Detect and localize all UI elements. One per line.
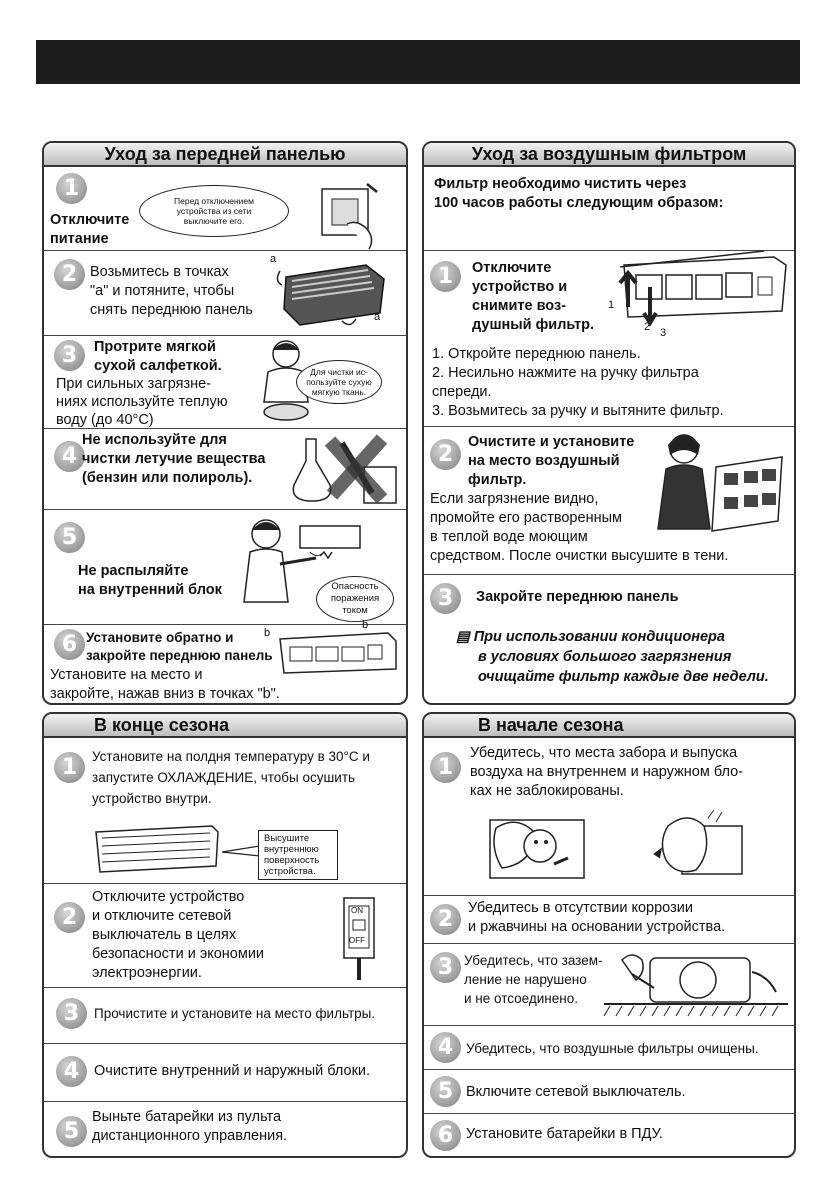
step-text: Не используйте для	[82, 432, 227, 448]
callout-pointer	[222, 846, 262, 856]
speech-bubble: Перед отключением устройства из сети выключите его.	[139, 185, 289, 237]
step-text: чистки летучие вещества	[82, 451, 266, 467]
note-line: При использовании кондиционера	[473, 629, 725, 645]
step-text: Отключите	[50, 212, 130, 228]
step-6	[44, 619, 406, 705]
step-text: в теплой воде моющим	[430, 529, 588, 545]
step-text: воду (до 40°С)	[56, 412, 154, 428]
step-text: безопасности и экономии	[92, 946, 265, 962]
step-number: 1	[430, 752, 461, 783]
step-text: Установите на место и	[50, 667, 203, 683]
step-text: питание	[50, 231, 109, 247]
step-4	[424, 1026, 794, 1070]
wall-switch-illustration	[312, 179, 402, 249]
step-text: закройте переднюю панель	[86, 648, 273, 663]
step-2	[44, 251, 406, 336]
step-text: Протрите мягкой	[94, 339, 216, 355]
step-text: ниях используйте теплую	[56, 394, 228, 410]
point-label: a	[270, 253, 277, 265]
note-line: очищайте фильтр каждые две недели.	[478, 669, 769, 685]
intro-text: Фильтр необходимо чистить через	[434, 176, 687, 192]
arrow-number: 2	[644, 321, 651, 333]
panel-title: Уход за воздушным фильтром	[424, 143, 794, 167]
step-text: Убедитесь в отсутствии коррозии	[468, 900, 693, 916]
step-4	[44, 1044, 406, 1102]
step-1	[424, 738, 794, 896]
air-filter-care	[422, 141, 796, 705]
end-of-season	[42, 712, 408, 1158]
panel-title: В конце сезона	[44, 714, 406, 738]
step-text: Очистите внутренний и наружный блоки.	[94, 1063, 371, 1079]
panel-title: Уход за передней панелью	[44, 143, 406, 167]
step-3	[44, 336, 406, 429]
step-text: выключатель в целях	[92, 927, 237, 943]
step-text: Закройте переднюю панель	[476, 589, 679, 605]
step-text: воздуха на внутреннем и наружном бло-	[470, 764, 744, 780]
step-number: 5	[430, 1076, 461, 1107]
start-of-season	[422, 712, 796, 1158]
step-text: средством. После очистки высушите в тени.	[430, 548, 729, 564]
step-text: на место воздушный	[468, 453, 620, 469]
step-text: Прочистите и установите на место фильтры.	[94, 1006, 376, 1021]
step-number: 4	[56, 1056, 87, 1087]
step-5	[44, 1102, 406, 1158]
step-text: Установите обратно и	[86, 630, 234, 645]
step-number: 5	[54, 522, 85, 553]
step-text: снять переднюю панель	[90, 302, 253, 318]
step-2	[424, 427, 794, 575]
step-text: и отключите сетевой	[92, 908, 232, 924]
step-text: Включите сетевой выключатель.	[466, 1084, 686, 1100]
front-panel-care	[42, 141, 408, 705]
step-number: 6	[430, 1120, 461, 1151]
grounding-check-illustration	[602, 948, 792, 1022]
warning-note: ▤ При использовании кондиционера	[456, 629, 725, 645]
step-text: Очистите и установите	[468, 434, 635, 450]
note-line: в условиях большого загрязнения	[478, 649, 732, 665]
step-number: 2	[54, 259, 85, 290]
header-bar	[36, 40, 800, 84]
switch-label: ON	[351, 906, 363, 915]
step-number: 6	[54, 629, 85, 660]
arrow-number: 1	[608, 299, 615, 311]
step-text: "а" и потяните, чтобы	[90, 283, 235, 299]
step-text: Убедитесь, что зазем-	[464, 953, 603, 968]
step-5	[44, 510, 406, 625]
arrow-number: 3	[660, 327, 667, 339]
instruction: 2. Несильно нажмите на ручку фильтра	[432, 365, 699, 381]
step-3	[44, 988, 406, 1044]
step-text: на внутренний блок	[78, 582, 222, 598]
step-text: Убедитесь, что места забора и выпуска	[470, 745, 738, 761]
step-text: устройство внутри.	[92, 791, 212, 806]
step-text: Выньте батарейки из пульта	[92, 1109, 282, 1125]
step-text: ках не заблокированы.	[470, 783, 624, 799]
step-number: 4	[430, 1032, 461, 1063]
filter-intro	[424, 167, 794, 251]
step-3	[424, 944, 794, 1026]
point-label: b	[362, 619, 369, 631]
panel-title: В начале сезона	[424, 714, 794, 738]
step-3	[424, 575, 794, 705]
step-2	[44, 884, 406, 988]
step-text: устройство и	[472, 279, 568, 295]
instruction: спереди.	[432, 384, 492, 400]
filter-removal-illustration	[614, 251, 792, 337]
step-6	[424, 1114, 794, 1158]
step-number: 4	[54, 441, 85, 472]
instruction: 1. Откройте переднюю панель.	[432, 346, 641, 362]
step-text: Отключите устройство	[92, 889, 245, 905]
step-1	[44, 738, 406, 884]
step-text: и не отсоединено.	[464, 991, 578, 1006]
speech-bubble: Для чистки ис-пользуйте сухую мягкую ткань.	[296, 360, 382, 404]
step-number: 5	[56, 1116, 87, 1147]
step-number: 3	[54, 340, 85, 371]
chemicals-crossed-illustration	[292, 433, 404, 507]
step-text: запустите ОХЛАЖДЕНИЕ, чтобы осушить	[92, 770, 356, 785]
indoor-unit-illustration	[92, 824, 222, 874]
step-text: При сильных загрязне-	[56, 376, 211, 392]
step-number: 3	[430, 952, 461, 983]
step-2	[424, 896, 794, 944]
step-number: 2	[54, 902, 85, 933]
step-5	[424, 1070, 794, 1114]
blocked-units-illustration	[482, 808, 752, 892]
step-text: Убедитесь, что воздушные фильтры очищены.	[466, 1041, 759, 1056]
step-text: сухой салфеткой.	[94, 358, 222, 374]
step-number: 2	[430, 904, 461, 935]
step-number: 1	[430, 261, 461, 292]
step-1	[424, 251, 794, 427]
step-text: снимите воз-	[472, 298, 566, 314]
step-text: закройте, нажав вниз в точках "b".	[50, 686, 280, 702]
intro-text: 100 часов работы следующим образом:	[434, 195, 724, 211]
step-number: 1	[54, 752, 85, 783]
step-text: и ржавчины на основании устройства.	[468, 919, 726, 935]
step-number: 2	[430, 439, 461, 470]
step-text: Установите батарейки в ПДУ.	[466, 1126, 663, 1142]
instruction: 3. Возьмитесь за ручку и вытяните фильтр.	[432, 403, 724, 419]
step-4	[44, 429, 406, 510]
step-text: фильтр.	[468, 472, 527, 488]
step-text: (бензин или полироль).	[82, 470, 253, 486]
warning-bubble: Опасность поражения током	[316, 576, 394, 622]
step-text: душный фильтр.	[472, 317, 595, 333]
point-label: a	[374, 311, 381, 323]
step-1	[44, 167, 406, 251]
person-holding-filter-illustration	[654, 431, 786, 543]
step-text: дистанционного управления.	[92, 1128, 288, 1144]
step-number: 3	[56, 998, 87, 1029]
switch-label: OFF	[349, 936, 365, 945]
step-text: Если загрязнение видно,	[430, 491, 599, 507]
step-text: промойте его растворенным	[430, 510, 622, 526]
point-label: b	[264, 627, 271, 639]
step-number: 1	[56, 173, 87, 204]
step-text: Не распыляйте	[78, 563, 189, 579]
step-text: ление не нарушено	[464, 972, 587, 987]
step-text: Отключите	[472, 260, 552, 276]
step-number: 3	[430, 583, 461, 614]
step-text: Установите на полдня температуру в 30°С и	[92, 749, 370, 764]
callout-box: Высушите внутреннюю поверхность устройства.	[258, 830, 338, 880]
step-text: Возьмитесь в точках	[90, 264, 229, 280]
indoor-unit-illustration	[276, 629, 400, 677]
step-text: электроэнергии.	[92, 965, 202, 981]
